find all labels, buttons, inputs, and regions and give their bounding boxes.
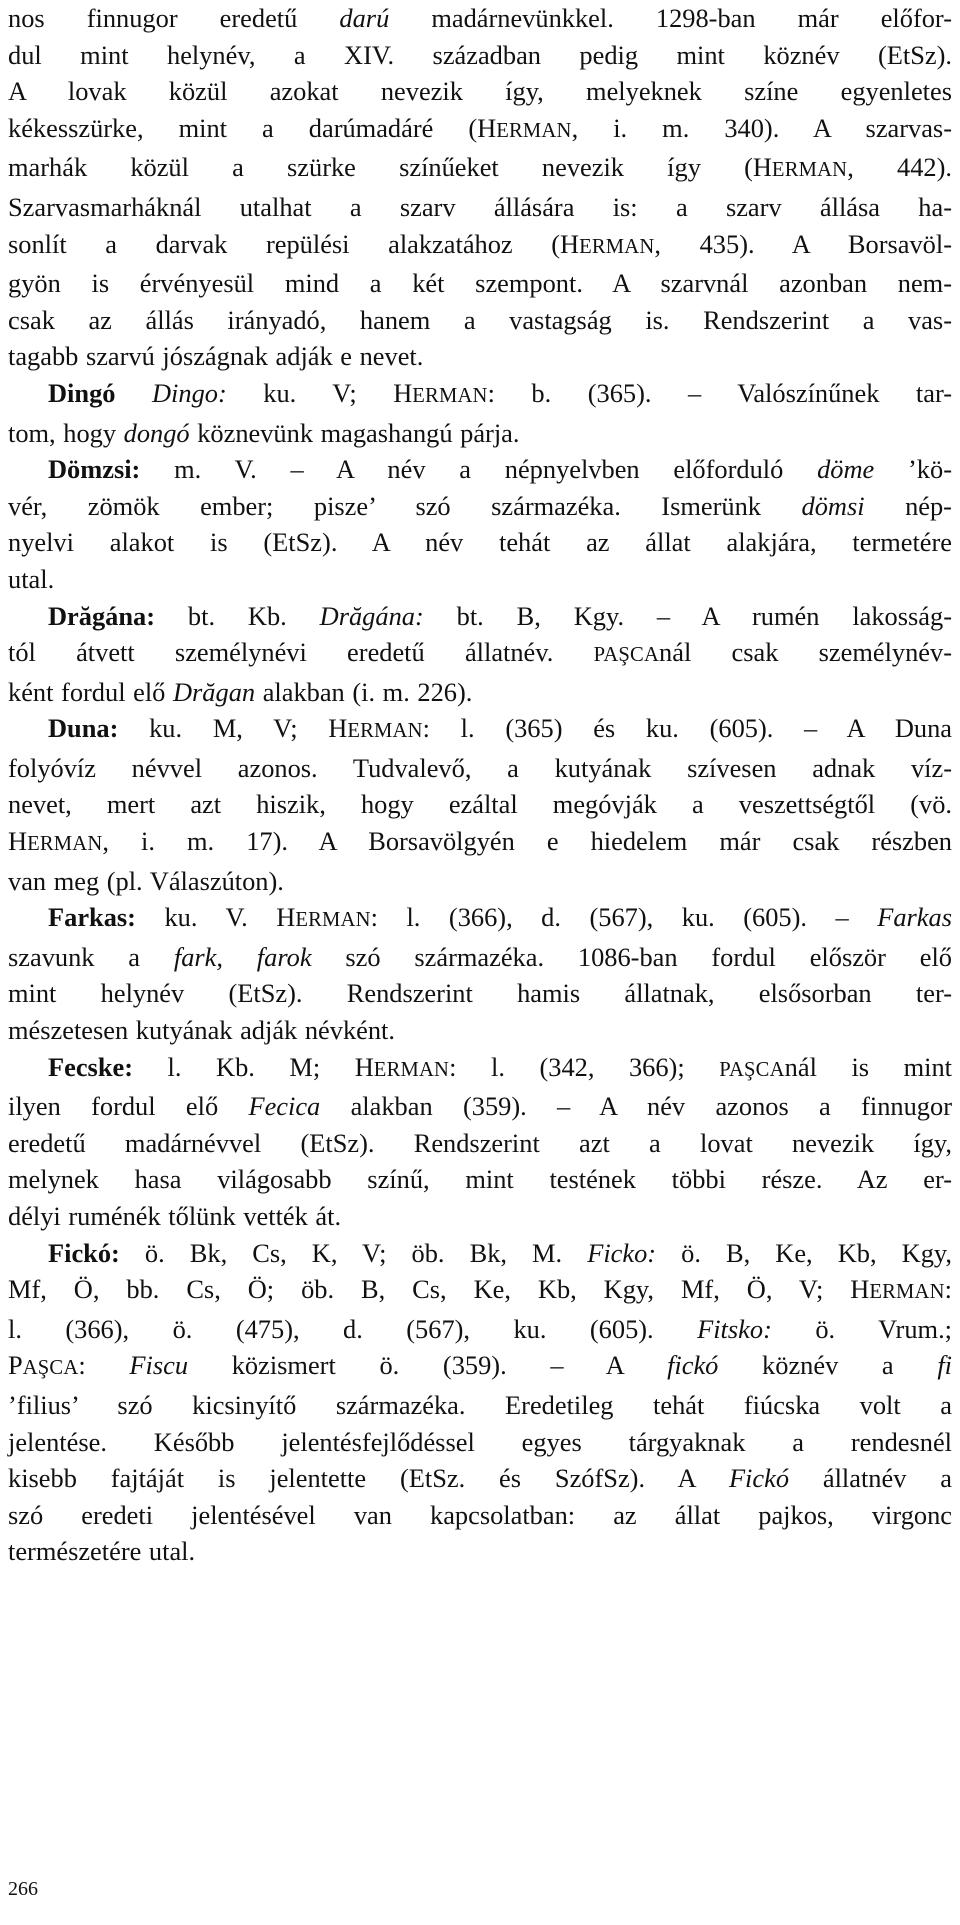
text-line: csak az állás irányadó, hanem a vastagság is. Rendszerint a vas- bbox=[8, 304, 952, 335]
text-line: ’filius’ szó kicsinyítő származéka. Eredetileg tehát fiúcska volt a bbox=[8, 1389, 952, 1420]
text-line: eredetű madárnévvel (EtSz). Rendszerint azt a lovat nevezik így, bbox=[8, 1127, 952, 1158]
text-line: Szarvasmarháknál utalhat a szarv állására is: a szarv állása ha- bbox=[8, 191, 952, 222]
text-line: mint helynév (EtSz). Rendszerint hamis állatnak, elsősorban ter- bbox=[8, 978, 952, 1009]
text-line: ilyen fordul elő Fecica alakban (359). – A név azonos a finnugor bbox=[8, 1091, 952, 1122]
text-line: kékesszürke, mint a darúmadáré (HERMAN, i. m. 340). A szarvas- bbox=[8, 112, 952, 143]
text-line: HERMAN, i. m. 17). A Borsavölgyén e hiedelem már csak részben bbox=[8, 826, 952, 857]
text-line: sonlít a darvak repülési alakzatához (HERMAN, 435). A Borsavöl- bbox=[8, 228, 952, 259]
text-line: folyóvíz névvel azonos. Tudvalevő, a kutyának szívesen adnak víz- bbox=[8, 752, 952, 783]
text-line: szavunk a fark, farok szó származéka. 1086-ban fordul először elő bbox=[8, 941, 952, 972]
entry-farkas: Farkas: ku. V. HERMAN: l. (366), d. (567), ku. (605). – Farkas bbox=[48, 902, 952, 933]
text-line: Mf, Ö, bb. Cs, Ö; öb. B, Cs, Ke, Kb, Kgy, Mf, Ö, V; HERMAN: bbox=[8, 1274, 952, 1305]
text-line: van meg (pl. Válaszúton). bbox=[8, 865, 284, 896]
text-line: nevet, mert azt hiszik, hogy ezáltal megóvják a veszettségtől (vö. bbox=[8, 789, 952, 820]
text-line: kisebb fajtáját is jelentette (EtSz. és SzófSz). A Fickó állatnév a bbox=[8, 1463, 952, 1494]
entry-duna: Duna: ku. M, V; HERMAN: l. (365) és ku. (605). – A Duna bbox=[48, 713, 952, 744]
text-line: PAŞCA: Fiscu közismert ö. (359). – A fickó köznév a fi bbox=[8, 1350, 952, 1381]
text-line: vér, zömök ember; pisze’ szó származéka. Ismerünk dömsi nép- bbox=[8, 490, 952, 521]
entry-dragana: Drăgána: bt. Kb. Drăgána: bt. B, Kgy. – A rumén lakosság- bbox=[48, 600, 952, 631]
text-line: mészetesen kutyának adják névként. bbox=[8, 1015, 395, 1046]
text-line: gyön is érvényesül mind a két szempont. A szarvnál azonban nem- bbox=[8, 268, 952, 299]
text-line: szó eredeti jelentésével van kapcsolatban: az állat pajkos, virgonc bbox=[8, 1499, 952, 1530]
page-number: 266 bbox=[8, 1878, 38, 1900]
text-line: nyelvi alakot is (EtSz). A név tehát az állat alakjára, termetére bbox=[8, 527, 952, 558]
text-line: l. (366), ö. (475), d. (567), ku. (605). Fitsko: ö. Vrum.; bbox=[8, 1313, 952, 1344]
entry-domzsi: Dömzsi: m. V. – A név a népnyelvben előforduló döme ’kö- bbox=[48, 454, 952, 485]
entry-ficko: Fickó: ö. Bk, Cs, K, V; öb. Bk, M. Ficko: ö. B, Ke, Kb, Kgy, bbox=[48, 1237, 952, 1268]
text-line: nos finnugor eredetű darú madárnevünkkel. 1298-ban már előfor- bbox=[8, 3, 952, 33]
text-line: tagabb szarvú jószágnak adják e nevet. bbox=[8, 341, 424, 372]
text-line: melynek hasa világosabb színű, mint testének többi része. Az er- bbox=[8, 1164, 952, 1195]
text-line: A lovak közül azokat nevezik így, melyeknek színe egyenletes bbox=[8, 76, 952, 107]
text-line: délyi ruménék tőlünk vették át. bbox=[8, 1201, 342, 1231]
entry-fecske: Fecske: l. Kb. M; HERMAN: l. (342, 366); PAŞCAnál is mint bbox=[48, 1051, 952, 1082]
document-body bbox=[8, 0, 952, 1570]
text-line: tom, hogy dongó köznevünk magashangú párja. bbox=[8, 417, 520, 448]
text-line: marhák közül a szürke színűeket nevezik így (HERMAN, 442). bbox=[8, 152, 953, 183]
text-line: tól átvett személynévi eredetű állatnév. PAŞCAnál csak személynév- bbox=[8, 637, 952, 668]
text-line: ként fordul elő Drăgan alakban (i. m. 226). bbox=[8, 676, 473, 707]
text-line: jelentése. Később jelentésfejlődéssel egyes tárgyaknak a rendesnél bbox=[8, 1426, 952, 1457]
text-line: dul mint helynév, a XIV. században pedig mint köznév (EtSz). bbox=[8, 39, 952, 70]
text-line: természetére utal. bbox=[8, 1536, 196, 1567]
entry-dingo: Dingó Dingo: ku. V; HERMAN: b. (365). – Valószínűnek tar- bbox=[48, 377, 952, 408]
text-line: utal. bbox=[8, 563, 55, 594]
